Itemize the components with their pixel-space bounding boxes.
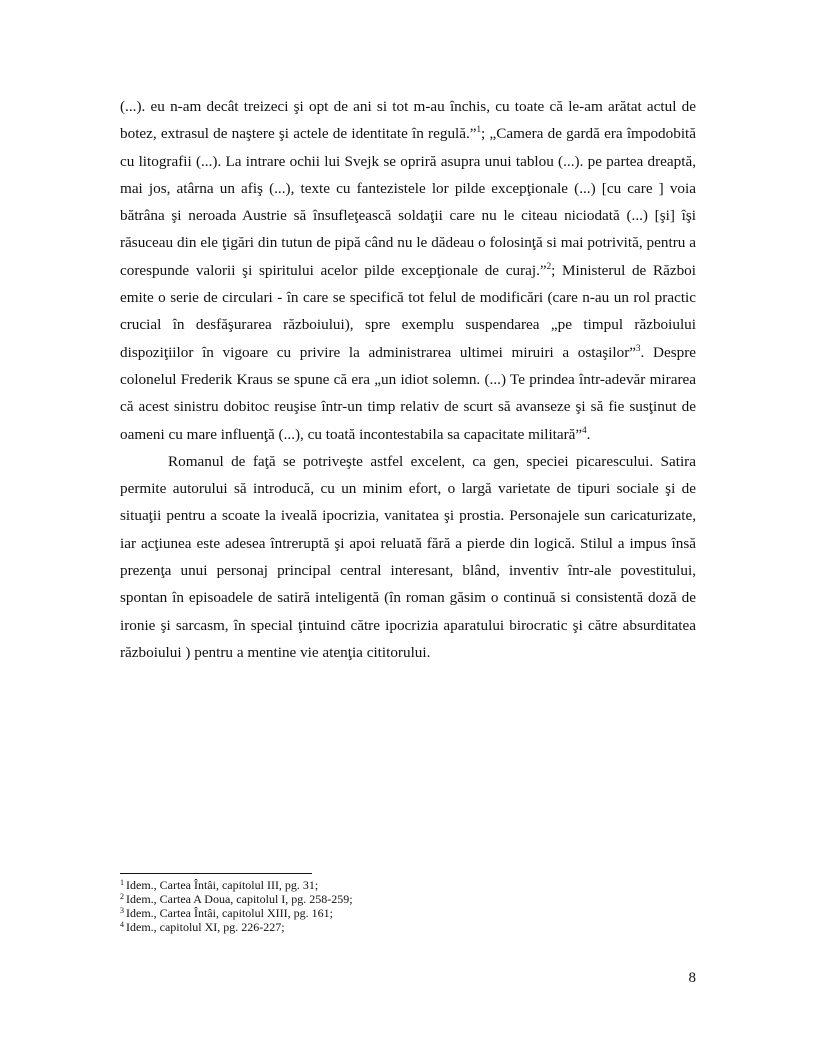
paragraph-1-text: (...). eu n-am decât treizeci şi opt de ani si tot m-au închis, cu toate că le-am arătat actul de botez, extrasul de naştere şi actele de identitate în regulă.”: [120, 98, 696, 143]
footnote-number: 4: [120, 920, 124, 929]
paragraph-1-text: .: [586, 425, 591, 443]
paragraph-1-text: . Despre colonelul Frederik Kraus se spune că era „un idiot solemn. (...) Te prindea într-adevăr mirarea că acest sinistru dobitoc reuşise într-un timp relativ de scurt să avanseze şi să fie susţinut de oameni cu mare influenţă (...), cu toată incontestabila sa capacitate militară”: [120, 343, 696, 443]
page-number: 8: [688, 970, 696, 986]
paragraph-2: Romanul de faţă se potriveşte astfel excelent, ca gen, speciei picarescului. Satira permite autorului să introducă, cu un minim efort, o largă varietate de tipuri sociale şi de situaţii pentru a scoate la iveală ipocrizia, vanitatea şi prostia. Personajele sun caricaturizate, iar acţiunea este adesea întreruptă şi apoi reluată fără a pierde din logică. Stilul a impus însă prezenţa unui personaj principal central interesant, blând, inventiv într-ale povestitului, spontan în episoadele de satiră inteligentă (în roman găsim o continuă si consistentă doză de ironie şi sarcasm, în special ţintuind către ipocrizia aparatului birocratic şi către absurditatea războiului ) pentru a mentine vie atenţia cititorului.: [120, 452, 696, 661]
footnote-ref-4: 4: [582, 424, 587, 435]
footnote-text: Idem., capitolul XI, pg. 226-227;: [126, 920, 285, 934]
footnote-ref-2: 2: [546, 260, 552, 271]
footnote-text: Idem., Cartea Întâi, capitolul III, pg. 31;: [126, 878, 319, 892]
footnote-number: 3: [120, 906, 124, 915]
footnote-3: [120, 906, 696, 920]
body-text: [120, 93, 696, 666]
footnote-ref-3: 3: [636, 342, 641, 353]
footnote-1: [120, 878, 696, 892]
paragraph-1-text: ; „Camera de gardă era împodobită cu litografii (...). La intrare ochii lui Svejk se opriră asupra unui tablou (...). pe partea dreaptă, mai jos, atârna un afiş (...), texte cu fantezistele lor pilde excepţionale (...) [cu care ] voia bătrâna şi neroada Austrie să însufleţească soldaţii care nu le citeau niciodată (...) [şi] îşi răsuceau din ele ţigări din tutun de pipă când nu le dădeau o folosinţă si mai potrivită, pentru a corespunde valorii şi spiritului acelor pilde excepţionale de curaj.”: [120, 125, 696, 279]
paragraph-1: [120, 93, 696, 448]
footnote-separator: [120, 873, 312, 874]
footnote-4: [120, 920, 696, 934]
footnote-text: Idem., Cartea A Doua, capitolul I, pg. 258-259;: [126, 892, 353, 906]
paragraph-1-text: ; Ministerul de Război emite o serie de circulari - în care se specifică tot felul de modificări (care n-au un rol practic crucial în desfăşurarea războiului), spre exemplu suspendarea „pe timpul războiului dispoziţiilor în vigoare cu privire la administrarea ultimei miruiri a ostaşilor”: [120, 261, 696, 361]
footnote-2: [120, 892, 696, 906]
footnote-ref-1: 1: [476, 124, 482, 135]
footnote-number: 1: [120, 878, 124, 887]
footnote-number: 2: [120, 892, 124, 901]
footnotes: [120, 878, 696, 934]
footnote-text: Idem., Cartea Întâi, capitolul XIII, pg. 161;: [126, 906, 333, 920]
